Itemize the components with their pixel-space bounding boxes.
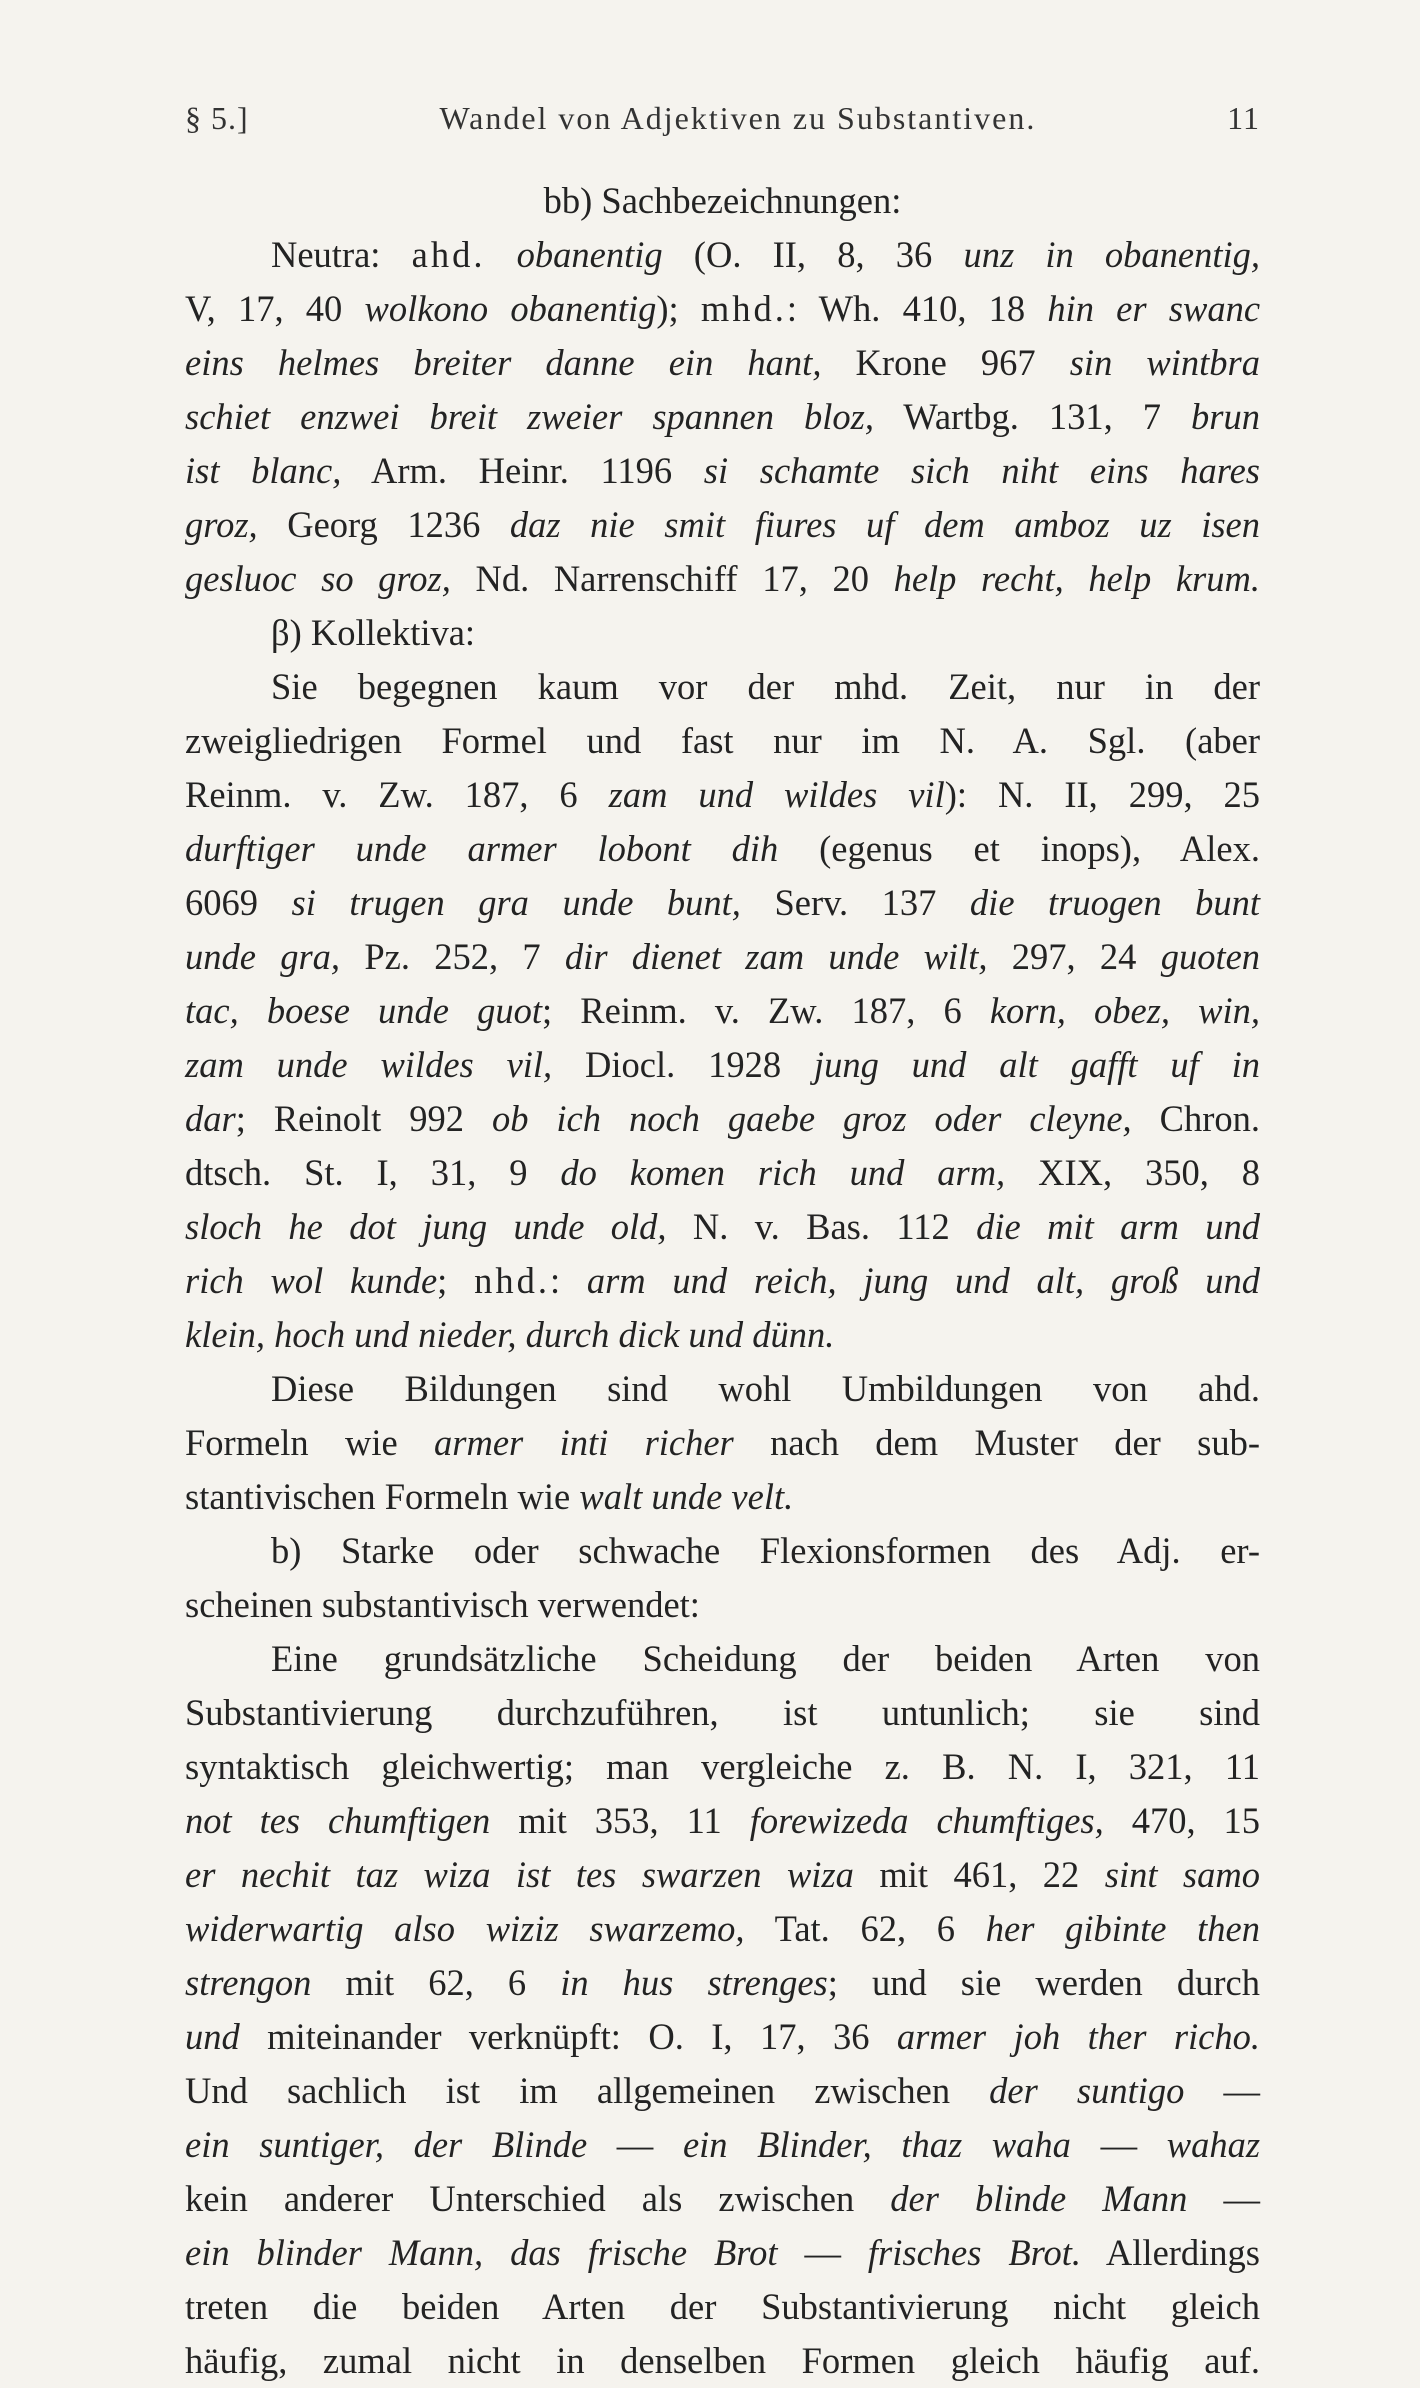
text-line [185, 2010, 1260, 2064]
text-run: (egenus et inops), Alex. [778, 828, 1260, 869]
italic-citation: sint samo [1104, 1854, 1260, 1895]
text-run: nach dem Muster der sub- [733, 1422, 1260, 1463]
italic-citation: wolkono obanentig [364, 288, 657, 329]
italic-citation: gesluoc so groz, [185, 558, 451, 599]
text-run: XIX, 350, 8 [1005, 1152, 1260, 1193]
text-run: zweigliedrigen Formel und fast nur im N. A. Sgl. (aber [185, 720, 1260, 761]
italic-citation: brun [1191, 396, 1261, 437]
italic-citation: schiet enzwei breit zweier spannen bloz, [185, 396, 874, 437]
text-line [185, 228, 1260, 282]
italic-citation: frisches Brot. [867, 2232, 1082, 2273]
text-run: ; [437, 1260, 475, 1301]
text-line [185, 876, 1260, 930]
text-run: 297, 24 [987, 936, 1161, 977]
italic-citation: armer inti richer [434, 1422, 734, 1463]
text-run: Georg 1236 [257, 504, 510, 545]
text-line [185, 1092, 1260, 1146]
text-line [185, 2334, 1260, 2388]
italic-citation: wahaz [1166, 2124, 1261, 2165]
text-run: ); [656, 288, 701, 329]
text-line [185, 768, 1260, 822]
text-run: Neutra: [271, 234, 412, 275]
italic-citation: korn, obez, win, [989, 990, 1260, 1031]
text-run: b) Starke oder schwache Flexionsformen des Adj. er- [271, 1530, 1260, 1571]
text-line [185, 1470, 1260, 1524]
text-run: — [1187, 2178, 1260, 2219]
italic-citation: durftiger unde armer lobont dih [185, 828, 779, 869]
text-line [185, 660, 1260, 714]
text-line [185, 984, 1260, 1038]
italic-citation: die truogen bunt [969, 882, 1260, 923]
text-line [185, 282, 1260, 336]
italic-citation: die mit arm und [976, 1206, 1261, 1247]
text-line [185, 1794, 1260, 1848]
text-run: stantivischen Formeln wie [185, 1476, 580, 1517]
italic-citation: ob ich noch gaebe groz oder cleyne, [491, 1098, 1132, 1139]
text-run: Krone 967 [821, 342, 1070, 383]
italic-citation: jung und alt gafft uf in [813, 1044, 1260, 1085]
text-line [185, 930, 1260, 984]
text-run: ; und sie werden durch [827, 1962, 1260, 2003]
italic-citation: her gibinte then [985, 1908, 1260, 1949]
text-run: : [549, 1260, 587, 1301]
italic-citation: daz nie smit fiures uf dem amboz uz isen [509, 504, 1260, 545]
text-run: Reinm. v. Zw. 187, 6 [185, 774, 609, 815]
text-line [185, 2280, 1260, 2334]
running-header [185, 100, 1260, 142]
text-run: treten die beiden Arten der Substantivierung nicht gleich [185, 2286, 1260, 2327]
text-run: kein anderer Unterschied als zwischen [185, 2178, 891, 2219]
text-run: Nd. Narrenschiff 17, 20 [450, 558, 894, 599]
text-run: — [777, 2232, 868, 2273]
italic-citation: hin er swanc [1047, 288, 1261, 329]
italic-citation: strengon [185, 1962, 312, 2003]
text-run: Diese Bildungen sind wohl Umbildungen von ahd. [271, 1368, 1260, 1409]
text-line [185, 2226, 1260, 2280]
text-run: mhd. [700, 288, 787, 329]
text-run: bb) Sachbezeichnungen: [543, 180, 902, 221]
text-run: Und sachlich ist im allgemeinen zwischen [185, 2070, 990, 2111]
text-run: ; Reinm. v. Zw. 187, 6 [542, 990, 990, 1031]
italic-citation: zam und wildes vil [608, 774, 945, 815]
text-run: mit 461, 22 [853, 1854, 1105, 1895]
text-run: V, 17, 40 [185, 288, 365, 329]
text-line [185, 1200, 1260, 1254]
text-run: β) Kollektiva: [271, 612, 476, 653]
text-run: Allerdings [1081, 2232, 1261, 2273]
text-run: mit 62, 6 [311, 1962, 561, 2003]
text-run: miteinander verknüpft: O. I, 17, 36 [239, 2016, 897, 2057]
italic-citation: forewizeda chumftiges, [749, 1800, 1104, 1841]
text-run: Substantivierung durchzuführen, ist untunlich; sie sind [185, 1692, 1260, 1733]
italic-citation: not tes chumftigen [185, 1800, 491, 1841]
text-line [185, 1416, 1260, 1470]
running-title: Wandel von Adjektiven zu Substantiven. [439, 100, 1037, 136]
italic-citation: zam unde wildes vil, [185, 1044, 553, 1085]
italic-citation: eins helmes breiter danne ein hant, [185, 342, 822, 383]
text-line [185, 390, 1260, 444]
italic-citation: walt unde velt. [579, 1476, 794, 1517]
text-run: — [1070, 2124, 1167, 2165]
italic-citation: ein Blinder, thaz waha [682, 2124, 1071, 2165]
text-line [185, 1848, 1260, 1902]
page-number: 11 [1227, 100, 1260, 136]
text-line [185, 1146, 1260, 1200]
text-run: häufig, zumal nicht in denselben Formen gleich häufig auf. [185, 2340, 1260, 2381]
text-run: Arm. Heinr. 1196 [341, 450, 704, 491]
italic-citation: der blinde Mann [890, 2178, 1188, 2219]
text-line [185, 174, 1260, 228]
text-run: : Wh. 410, 18 [786, 288, 1048, 329]
text-line [185, 606, 1260, 660]
italic-citation: unz in obanentig, [963, 234, 1261, 275]
italic-citation: klein, hoch und nieder, durch dick und dünn. [185, 1314, 835, 1355]
text-line [185, 1686, 1260, 1740]
italic-citation: dar [185, 1098, 236, 1139]
text-line [185, 1038, 1260, 1092]
italic-citation: ein blinder Mann, das frische Brot [185, 2232, 778, 2273]
text-line [185, 1956, 1260, 2010]
italic-citation: obanentig [516, 234, 663, 275]
text-run: — [587, 2124, 683, 2165]
section-marker: § 5.] [185, 100, 249, 136]
text-run: (O. II, 8, 36 [662, 234, 964, 275]
text-run: — [1184, 2070, 1260, 2111]
text-run: nhd. [474, 1260, 550, 1301]
text-line [185, 2118, 1260, 2172]
italic-citation: guoten [1160, 936, 1261, 977]
italic-citation: help recht, help krum. [893, 558, 1260, 599]
italic-citation: der suntigo [989, 2070, 1185, 2111]
italic-citation: do komen rich und arm, [560, 1152, 1006, 1193]
italic-citation: in hus strenges [560, 1962, 828, 2003]
text-line [185, 714, 1260, 768]
text-run: 6069 [185, 882, 292, 923]
text-line [185, 2172, 1260, 2226]
text-run: Sie begegnen kaum vor der mhd. Zeit, nur in der [271, 666, 1260, 707]
text-run: Wartbg. 131, 7 [873, 396, 1192, 437]
text-line [185, 822, 1260, 876]
text-line [185, 498, 1260, 552]
italic-citation: sloch he dot jung unde old, [185, 1206, 667, 1247]
text-line [185, 1902, 1260, 1956]
italic-citation: si trugen gra unde bunt, [291, 882, 741, 923]
italic-citation: tac, boese unde guot [185, 990, 543, 1031]
text-run: N. v. Bas. 112 [666, 1206, 977, 1247]
italic-citation: unde gra, [185, 936, 341, 977]
text-line [185, 1524, 1260, 1578]
italic-citation: und [185, 2016, 240, 2057]
text-line [185, 1254, 1260, 1308]
text-run: 470, 15 [1103, 1800, 1260, 1841]
text-run: scheinen substantivisch verwendet: [185, 1584, 700, 1625]
italic-citation: rich wol kunde [185, 1260, 438, 1301]
italic-citation: dir dienet zam unde wilt, [564, 936, 988, 977]
text-run: Chron. [1131, 1098, 1261, 1139]
body-text [185, 174, 1260, 2388]
text-run: Tat. 62, 6 [744, 1908, 986, 1949]
italic-citation: ist blanc, [185, 450, 342, 491]
text-run: ): N. II, 299, 25 [944, 774, 1261, 815]
italic-citation: sin wintbra [1069, 342, 1260, 383]
text-run: ahd. [411, 234, 486, 275]
text-run: syntaktisch gleichwertig; man vergleiche z. B. N. I, 321, 11 [185, 1746, 1260, 1787]
text-line [185, 552, 1260, 606]
text-line [185, 336, 1260, 390]
italic-citation: ein suntiger, der Blinde [185, 2124, 588, 2165]
text-line [185, 1308, 1260, 1362]
text-line [185, 1740, 1260, 1794]
text-line [185, 1632, 1260, 1686]
text-run: ; Reinolt 992 [235, 1098, 492, 1139]
text-line [185, 2064, 1260, 2118]
text-line [185, 444, 1260, 498]
text-run: mit 353, 11 [490, 1800, 750, 1841]
text-run [485, 234, 516, 275]
italic-citation: arm und reich, jung und alt, groß und [586, 1260, 1260, 1301]
italic-citation: si schamte sich niht eins hares [703, 450, 1261, 491]
text-run: Pz. 252, 7 [340, 936, 565, 977]
text-line [185, 1578, 1260, 1632]
text-run: Serv. 137 [740, 882, 970, 923]
text-run: Formeln wie [185, 1422, 435, 1463]
italic-citation: groz, [185, 504, 258, 545]
text-line [185, 1362, 1260, 1416]
text-run: dtsch. St. I, 31, 9 [185, 1152, 561, 1193]
italic-citation: er nechit taz wiza ist tes swarzen wiza [185, 1854, 854, 1895]
text-run: Eine grundsätzliche Scheidung der beiden Arten von [271, 1638, 1260, 1679]
italic-citation: widerwartig also wiziz swarzemo, [185, 1908, 745, 1949]
text-run: Diocl. 1928 [552, 1044, 814, 1085]
italic-citation: armer joh ther richo. [896, 2016, 1260, 2057]
